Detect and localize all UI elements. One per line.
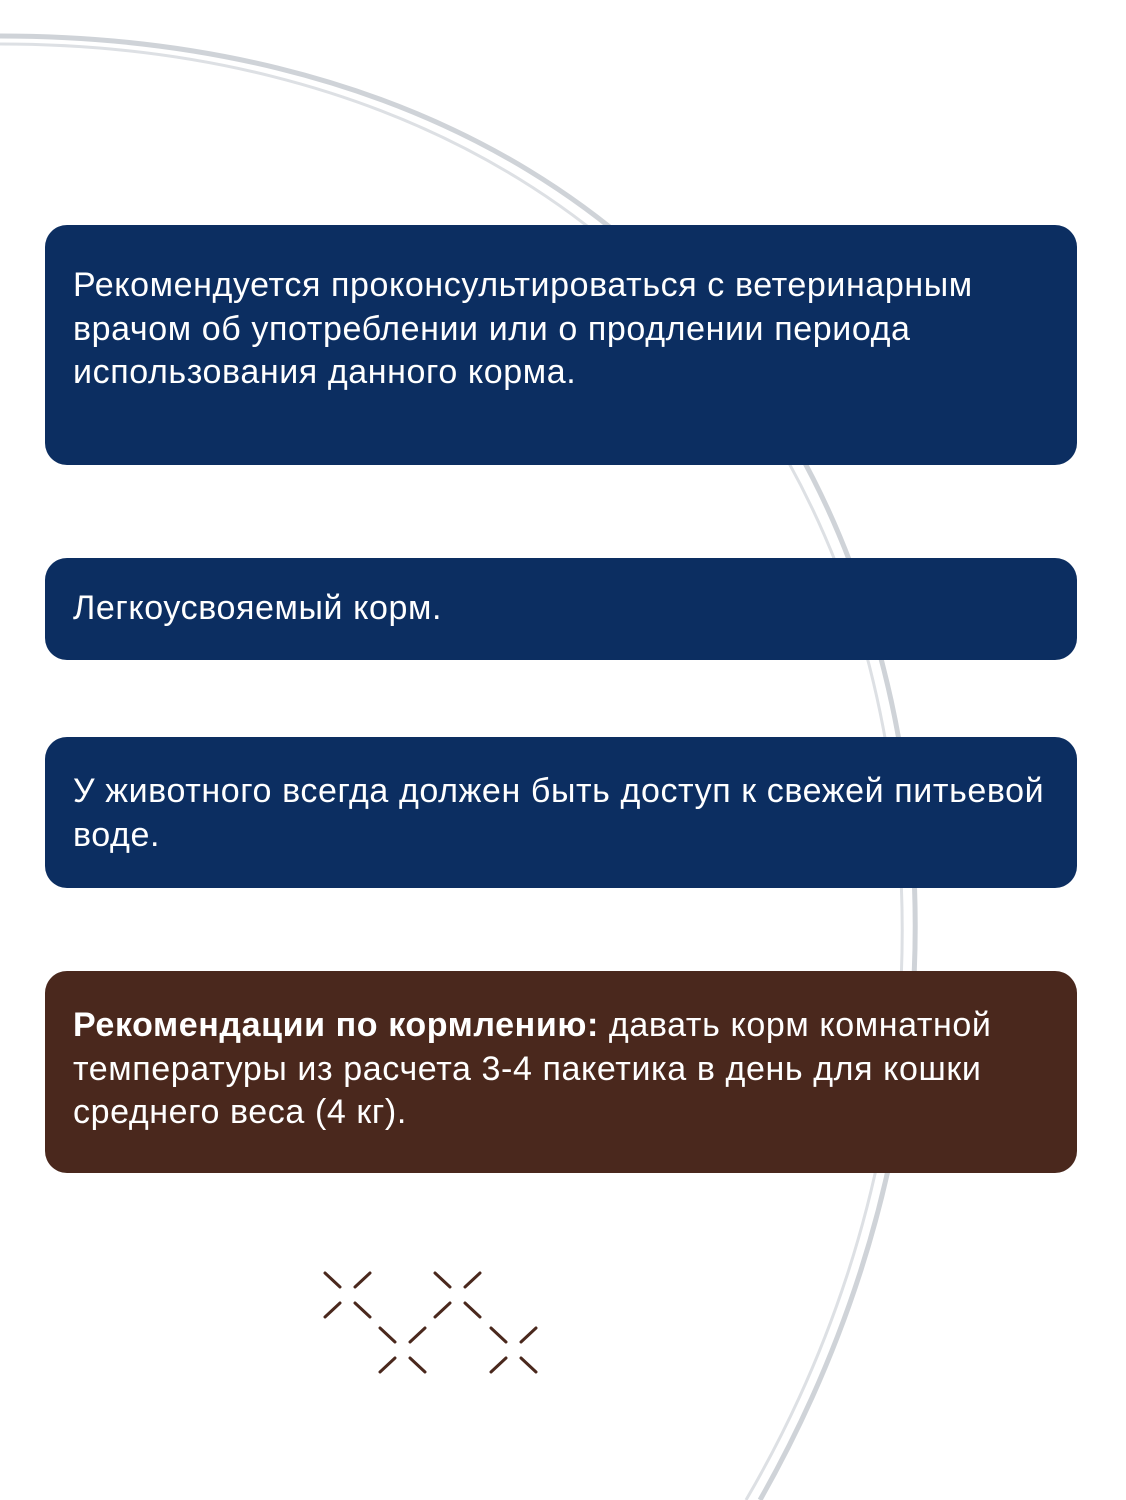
digestible-card xyxy=(45,558,1077,660)
feeding-lead: Рекомендации по кормлению: xyxy=(73,1006,599,1044)
fresh-water-text: У животного всегда должен быть доступ к свежей питьевой воде. xyxy=(73,772,1045,854)
cross-pattern-icon xyxy=(315,1265,550,1385)
feeding-card xyxy=(45,971,1077,1173)
fresh-water-card xyxy=(45,737,1077,888)
feeding-text: давать корм комнатной температуры из расчета 3-4 пакетика в день для кошки среднего веса (4 кг). xyxy=(73,1006,992,1131)
digestible-text: Легкоусвояемый корм. xyxy=(73,589,443,627)
vet-consult-card xyxy=(45,225,1077,465)
vet-consult-text: Рекомендуется проконсультироваться с ветеринарным врачом об употреблении или о продлении периода использования данного корма. xyxy=(73,266,973,391)
